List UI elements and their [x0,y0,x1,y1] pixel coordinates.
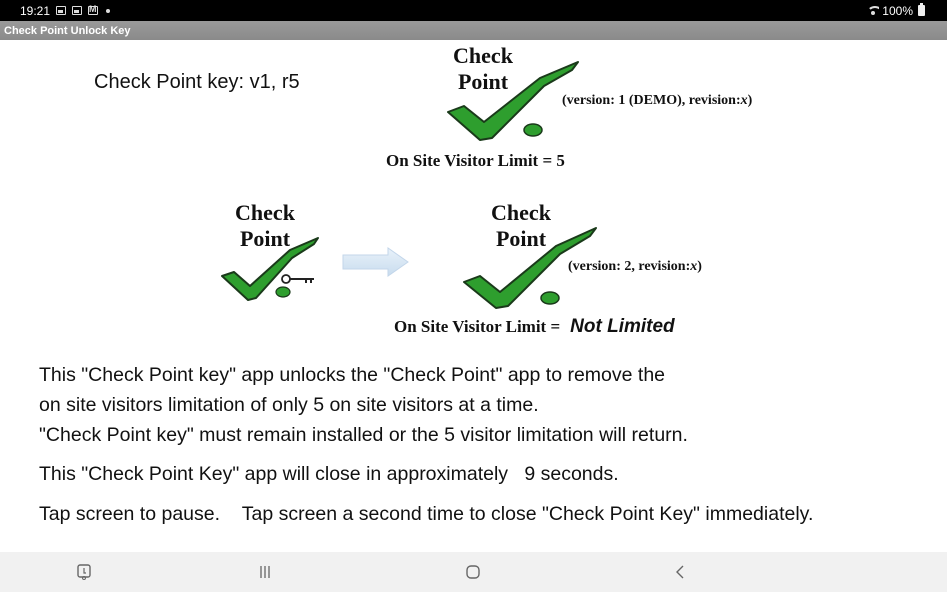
battery-percent: 100% [882,3,913,18]
tap-close-text: Tap screen a second time to close "Check Point Key" immediately. [241,503,814,525]
home-button[interactable] [453,560,493,584]
key-icon [280,272,318,288]
logo-title-line2: Point [495,226,547,251]
screenshot-button[interactable] [64,560,104,584]
message-line-1: This "Check Point key" app unlocks the "Check Point" app to remove the [39,364,666,386]
image-icon [56,6,66,15]
clock: 19:21 [20,3,51,18]
tap-area[interactable] [0,40,947,552]
countdown-suffix: seconds. [540,463,619,485]
logo-title-line2: Point [457,69,509,94]
limit-value: Not Limited [570,316,675,337]
version-label: (version: 1 (DEMO), revision: [562,93,741,108]
countdown-prefix: This "Check Point Key" app will close in approximately [39,463,509,485]
tap-instructions [39,503,813,526]
revision-var: x [690,259,698,274]
recent-apps-button[interactable] [245,560,285,584]
wifi-icon [867,6,879,15]
system-nav-bar [0,552,947,592]
limit-label: On Site Visitor Limit = [394,317,561,336]
demo-version-text: (version: 1 (DEMO), revision:x) [562,93,753,108]
message-line-2: on site visitors limitation of only 5 on site visitors at a time. [39,394,539,416]
back-button[interactable] [660,560,700,584]
countdown-seconds: 9 [524,463,536,485]
tap-pause-text: Tap screen to pause. [39,503,221,525]
home-icon [465,564,481,580]
gmail-icon [88,6,98,15]
battery-icon [918,5,925,16]
screenshot-icon [76,563,92,581]
full-version-text: (version: 2, revision:x) [568,259,702,274]
key-version-label: Check Point key: v1, r5 [94,71,300,93]
version-label: (version: 2, revision: [568,259,691,274]
arrow-right-icon [342,246,410,278]
dot-icon [106,9,110,13]
logo-title-line2: Point [239,226,291,251]
message-line-3: "Check Point key" must remain installed or the 5 visitor limitation will return. [39,424,688,446]
logo-title-line1: Check [453,43,513,68]
logo-title-line1: Check [491,200,551,225]
back-icon [674,564,686,580]
checkmark-icon [220,236,320,302]
demo-limit-label: On Site Visitor Limit = 5 [386,151,565,170]
app-title: Check Point Unlock Key [4,24,131,37]
status-bar [0,0,947,21]
photo-icon [72,6,82,15]
full-limit-label [394,316,675,338]
app-title-bar [0,21,947,40]
revision-var: x [740,93,748,108]
logo-title-line1: Check [235,200,295,225]
recent-apps-icon [258,565,272,579]
countdown-message [39,463,619,486]
